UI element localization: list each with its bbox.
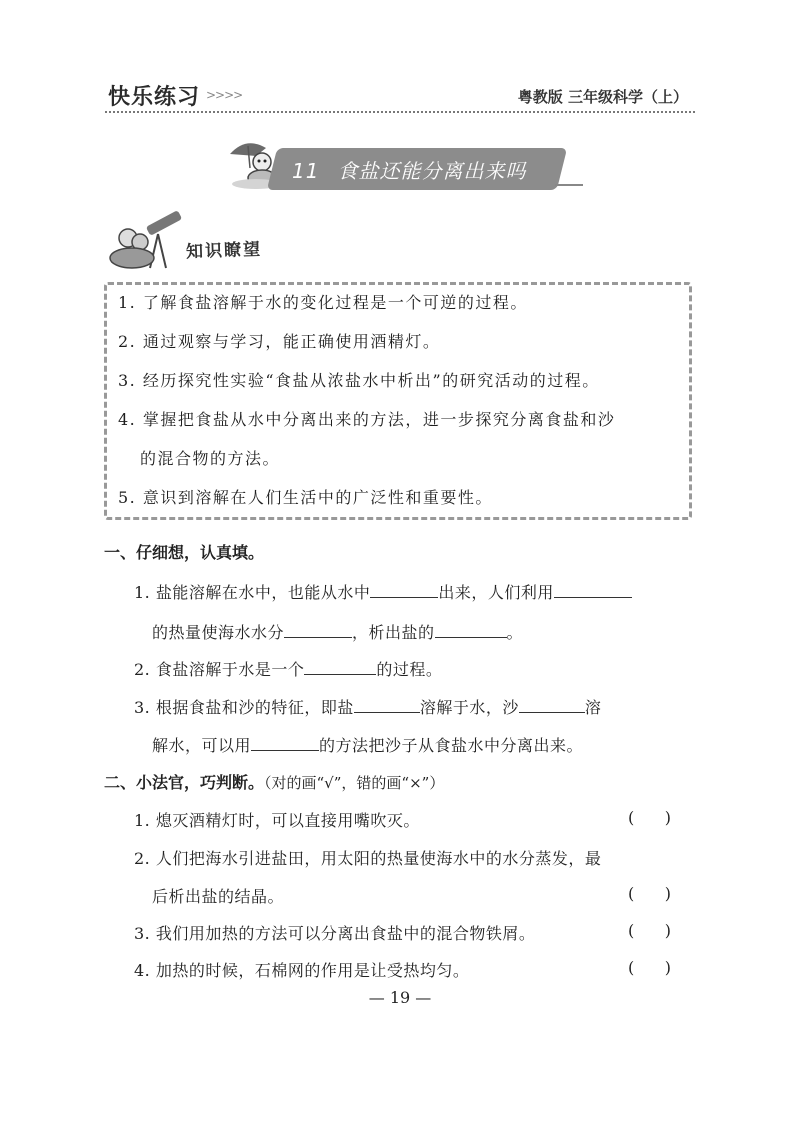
lesson-title-text: 食盐还能分离出来吗 <box>337 159 527 183</box>
section2-instructions: （对的画“√”，错的画“×”） <box>264 774 445 792</box>
header-divider <box>105 111 695 113</box>
edition-label: 粤教版 三年级科学（上） <box>517 88 688 106</box>
judge-item-2: 2. 人们把海水引进盐田，用太阳的热量使海水中的水分蒸发，最 <box>134 849 602 868</box>
knowledge-item-2: 2. 通过观察与学习，能正确使用酒精灯。 <box>118 332 441 351</box>
q1-text-c: 的热量使海水水分 <box>152 623 285 642</box>
judge-item-3: 3. 我们用加热的方法可以分离出食盐中的混合物铁屑。 <box>134 924 536 943</box>
fill-question-2 <box>134 657 442 680</box>
section2-title <box>104 770 444 793</box>
q3-text-b: 溶解于水，沙 <box>419 698 519 717</box>
answer-blank[interactable] <box>251 735 319 751</box>
lesson-title-underline <box>555 184 583 186</box>
telescope-kids-icon <box>106 208 186 272</box>
lesson-number: 11 <box>292 159 320 183</box>
answer-parentheses[interactable]: ( ) <box>628 808 671 827</box>
answer-parentheses[interactable]: ( ) <box>628 921 671 940</box>
q1-text-b: 出来，人们利用 <box>438 583 554 602</box>
answer-blank[interactable] <box>435 622 507 638</box>
series-title: 快乐练习 <box>108 85 201 110</box>
fill-question-1 <box>134 580 632 603</box>
fill-question-3 <box>134 695 601 718</box>
fill-question-1-cont <box>152 620 523 643</box>
judge-item-4: 4. 加热的时候，石棉网的作用是让受热均匀。 <box>134 961 470 980</box>
judge-item-1: 1. 熄灭酒精灯时，可以直接用嘴吹灭。 <box>134 811 420 830</box>
answer-blank[interactable] <box>554 582 632 598</box>
lesson-title <box>292 155 526 184</box>
answer-blank[interactable] <box>519 697 585 713</box>
q3-text-c: 溶 <box>584 698 602 717</box>
q1-text-d: ，析出盐的 <box>352 623 435 642</box>
arrows-decoration: >>>> <box>206 88 243 102</box>
answer-blank[interactable] <box>354 697 420 713</box>
q3-text-a: 3. 根据食盐和沙的特征，即盐 <box>134 698 354 717</box>
q3-text-e: 的方法把沙子从食盐水中分离出来。 <box>319 736 584 755</box>
fill-question-3-cont <box>152 733 583 756</box>
answer-blank[interactable] <box>370 582 438 598</box>
answer-parentheses[interactable]: ( ) <box>628 884 671 903</box>
q3-text-d: 解水，可以用 <box>152 736 252 755</box>
answer-blank[interactable] <box>284 622 352 638</box>
section2-title-text: 二、小法官，巧判断。 <box>104 773 265 792</box>
section1-title: 一、仔细想，认真填。 <box>104 543 265 562</box>
knowledge-item-3: 3. 经历探究性实验“食盐从浓盐水中析出”的研究活动的过程。 <box>118 371 600 390</box>
q1-text-a: 1. 盐能溶解在水中，也能从水中 <box>134 583 371 602</box>
q2-text-a: 2. 食盐溶解于水是一个 <box>134 660 305 679</box>
answer-blank[interactable] <box>304 659 376 675</box>
knowledge-item-4: 4. 掌握把食盐从水中分离出来的方法，进一步探究分离食盐和沙 <box>118 410 616 429</box>
knowledge-box <box>104 282 692 520</box>
q2-text-b: 的过程。 <box>376 660 443 679</box>
q1-text-e: 。 <box>506 623 524 642</box>
knowledge-item-1: 1. 了解食盐溶解于水的变化过程是一个可逆的过程。 <box>118 293 528 312</box>
judge-item-2-cont: 后析出盐的结晶。 <box>152 887 285 906</box>
page-number: — 19 — <box>368 988 432 1007</box>
answer-parentheses[interactable]: ( ) <box>628 958 671 977</box>
knowledge-item-4-cont: 的混合物的方法。 <box>140 449 281 468</box>
knowledge-heading: 知识瞭望 <box>185 239 263 263</box>
knowledge-item-5: 5. 意识到溶解在人们生活中的广泛性和重要性。 <box>118 488 493 507</box>
